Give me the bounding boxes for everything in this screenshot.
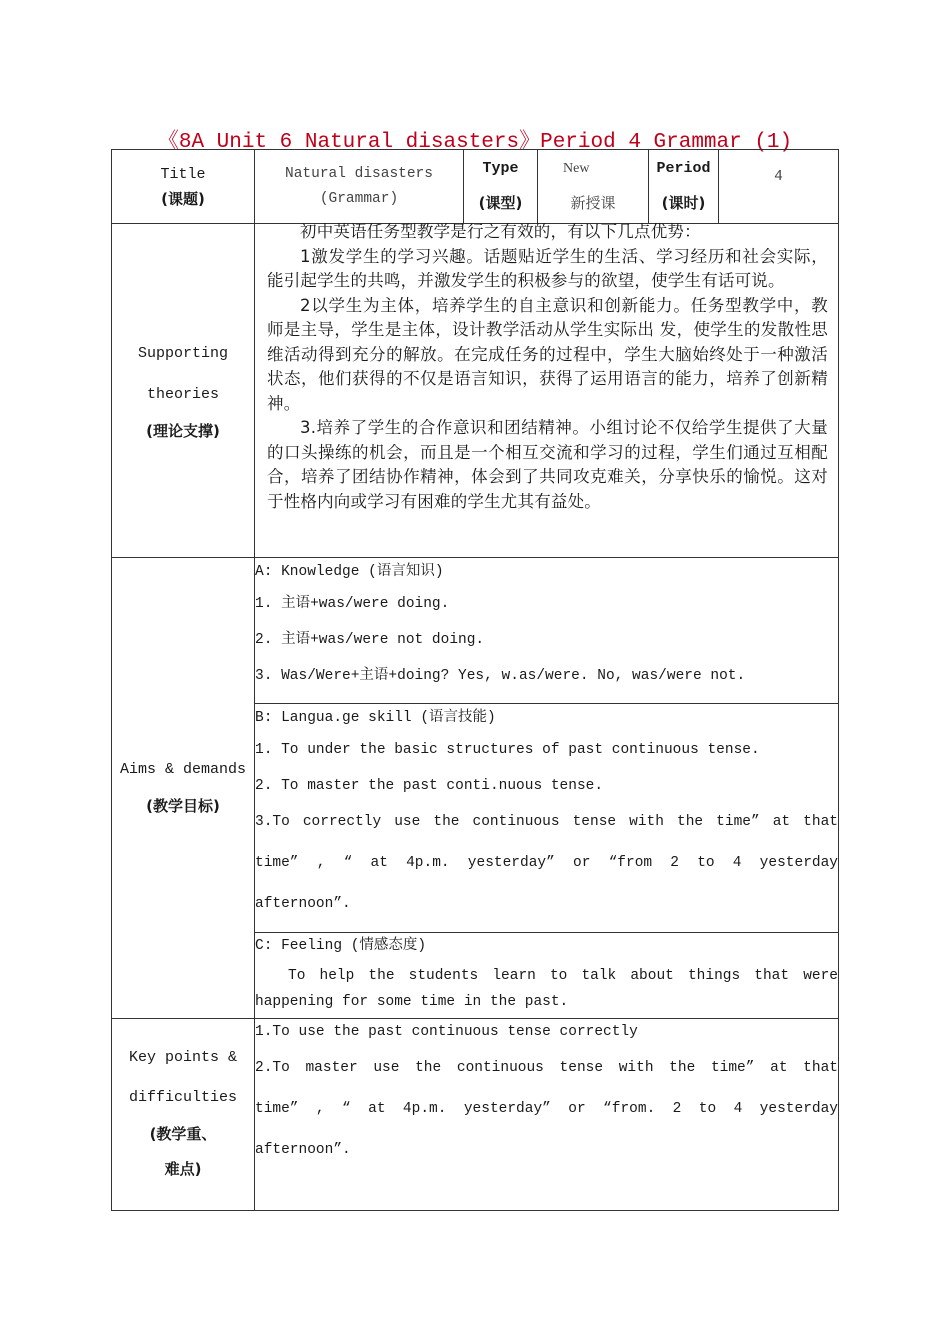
theory-paragraph: 3.培养了学生的合作意识和团结精神。小组讨论不仅给学生提供了大量的口头操练的机会，而且是一个相互交流和学习的过程，学生们通过互相配合，培养了团结协作精神，体会到了共同攻克难关，分享快乐的愉悦。这对于性格内向或学习有困难的学生尤其有益处。 <box>267 418 828 511</box>
key-points-label-cn1: (教学重、 <box>149 1125 217 1143</box>
skill-item: 2. To master the past conti.nuous tense. <box>255 778 604 794</box>
type-value-line1: New <box>563 161 590 176</box>
type-value-line2: 新授课 <box>570 194 616 212</box>
aims-label-cell <box>112 558 255 1019</box>
knowledge-item: 3. Was/Were+主语+doing? Yes, w.as/were. No, was/were not. <box>255 668 746 684</box>
period-value: 4 <box>774 168 783 185</box>
skill-item: 1. To under the basic structures of past continuous tense. <box>255 742 760 758</box>
key-point-item-continued: afternoon”. <box>255 1142 351 1158</box>
type-label-cn: (课型) <box>478 194 523 212</box>
period-label-cn: (课时) <box>661 194 706 212</box>
title-label-cn: (课题) <box>161 189 205 208</box>
aims-label-en: Aims & demands <box>119 761 247 778</box>
theory-content-cell <box>255 224 839 558</box>
title-value-line2: (Grammar) <box>319 190 399 207</box>
key-points-label-line1: Key points & <box>128 1049 238 1066</box>
knowledge-item: 1. 主语+was/were doing. <box>255 596 450 612</box>
key-points-label-cn2: 难点) <box>164 1160 202 1178</box>
theory-paragraph: 1激发学生的学习兴趣。话题贴近学生的生活、学习经历和社会实际，能引起学生的共鸣，并激发学生的积极参与的欲望，使学生有话可说。 <box>267 246 828 290</box>
lesson-plan-table <box>111 149 839 1211</box>
skill-cell <box>255 704 839 933</box>
title-value-line1: Natural disasters <box>285 165 433 182</box>
type-label-cell <box>464 150 538 224</box>
aims-knowledge-row <box>112 558 839 704</box>
theory-paragraph: 初中英语任务型教学是行之有效的，有以下几点优势： <box>300 222 701 241</box>
key-point-item: 1.To use the past continuous tense correctly <box>255 1024 638 1040</box>
skill-item-continued: afternoon”. <box>255 896 351 912</box>
theory-label-line1: Supporting <box>137 345 228 362</box>
theory-label-cell <box>112 224 255 558</box>
theory-paragraph: 2以学生为主体，培养学生的自主意识和创新能力。任务型教学中，教师是主导，学生是主体，设计教学活动从学生实际出 发，使学生的发散性思维活动得到充分的解放。在完成任务的过程中，学生大脑始终处于一种激活状态，他们获得的不仅是语言知识，获得了运用语言的能力，培养了创新精神。 <box>267 295 828 413</box>
header-row <box>112 150 839 224</box>
knowledge-cell <box>255 558 839 704</box>
page-title: 《8A Unit 6 Natural disasters》Period 4 Grammar (1) <box>157 131 793 154</box>
theory-label-line2: theories <box>146 386 219 403</box>
title-label-en: Title <box>160 165 206 183</box>
aims-label-cn: (教学目标) <box>146 797 220 815</box>
skill-item: 3.To correctly use the continuous tense with the time” at that <box>255 814 838 830</box>
skill-item-continued: time” , “ at 4p.m. yesterday” or “from 2 to 4 yesterday <box>255 855 838 871</box>
feeling-heading: C: Feeling (情感态度) <box>255 938 427 954</box>
feeling-line: To help the students learn to talk about things that were <box>288 968 838 984</box>
skill-heading: B: Langua.ge skill (语言技能) <box>255 710 496 726</box>
title-value-cell <box>255 150 464 224</box>
knowledge-item: 2. 主语+was/were not doing. <box>255 632 485 648</box>
theory-label-cn: (理论支撑) <box>146 422 220 440</box>
title-label-cell <box>112 150 255 224</box>
knowledge-heading: A: Knowledge (语言知识) <box>255 564 444 580</box>
key-point-item: 2.To master use the continuous tense with the time” at that <box>255 1060 838 1076</box>
type-value-cell <box>538 150 649 224</box>
type-label-en: Type <box>482 160 519 177</box>
period-label-cell <box>649 150 719 224</box>
key-points-label-cell <box>112 1019 255 1211</box>
feeling-cell <box>255 933 839 1019</box>
key-points-row <box>112 1019 839 1211</box>
period-label-en: Period <box>656 160 711 177</box>
key-points-label-line2: difficulties <box>128 1089 238 1106</box>
key-point-item-continued: time” , “ at 4p.m. yesterday” or “from. 2 to 4 yesterday <box>255 1101 838 1117</box>
key-points-cell <box>255 1019 839 1211</box>
feeling-line: happening for some time in the past. <box>255 994 569 1010</box>
period-value-cell <box>719 150 839 224</box>
theory-row <box>112 224 839 558</box>
